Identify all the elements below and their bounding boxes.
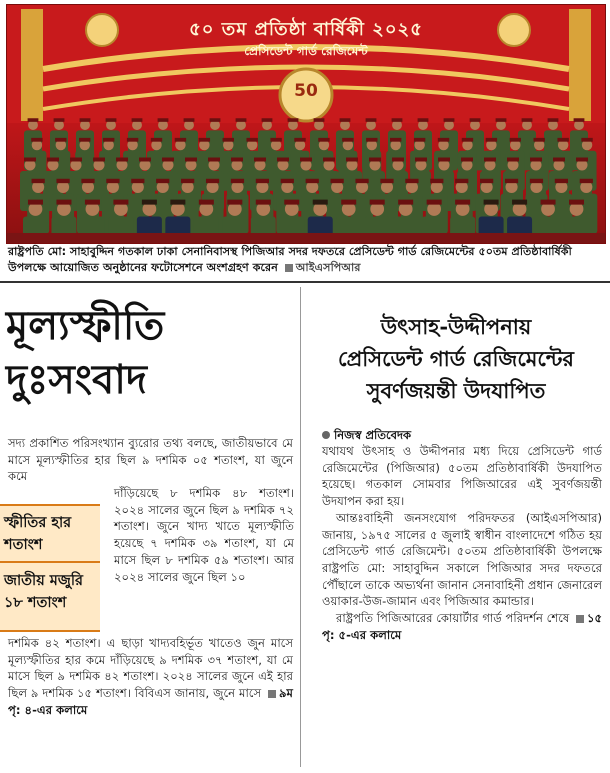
banner-subtitle: প্রেসিডেন্ট গার্ড রেজিমেন্ট [244, 44, 368, 58]
pgr-continue-link[interactable]: ১৫ পৃ: ৫-এর কলামে [322, 611, 602, 642]
banner-title: ৫০ তম প্রতিষ্ঠা বার্ষিকী ২০২৫ [189, 19, 423, 40]
pgr-body [322, 443, 602, 643]
jump-square-icon [268, 690, 276, 698]
continuation-text: দশমিক ৪২ শতাংশ। এ ছাড়া খাদ্যবহির্ভূত খাতেও জুন মাসে মূল্যস্ফীতির হার কমে দাঁড়িয়েছে ৯ দশমিক ৩৭ শতাংশ, যা মে মাসে ছিল ৯ দশমিক ৪২ শতাংশ। ২০২৪ সালের জুনে এই হার ছিল ৯ দশমিক ১৫ শতাংশ। বিবিএস জানায়, জুনে মাসে [8, 636, 293, 701]
pull-quote-divider [0, 561, 100, 563]
inflation-headline [6, 299, 164, 407]
pull-quote-1: স্ফীতির হার শতাংশ [4, 515, 72, 553]
pgr-paragraph-2: আন্তঃবাহিনী জনসংযোগ পরিদফতর (আইএসপিআর) জানায়, ১৯৭৫ সালের ৫ জুলাই স্বাধীন বাংলাদেশে গঠিত হয় প্রেসিডেন্ট গার্ড রেজিমেন্ট। ৫০তম প্রতিষ্ঠাবার্ষিকী উপলক্ষে রাষ্ট্রপতি মো: সাহাবুদ্দিন সকালে পিজিআর সদর দফতরে পৌঁছালে তাকে অভ্যর্থনা জানান সেনাবাহিনী প্রধান জেনারেল ওয়াকার-উজ-জামান এবং পিজিআর কমান্ডার। [322, 510, 602, 609]
continue-link[interactable]: ৯ম পৃ: ৪-এর কলামে [8, 686, 293, 717]
pgr-paragraph-3-text: রাষ্ট্রপতি পিজিআরের কোয়ার্টার গার্ড পরিদর্শন শেষে [336, 611, 570, 626]
article-intro: সদ্য প্রকাশিত পরিসংখ্যান ব্যুরোর তথ্য বলছে, জাতীয়ভাবে মে মাসে মূল্যস্ফীতির হার ছিল ৯ দশমিক ০৫ শতাংশ, যা জুনে কমে [8, 436, 293, 484]
pgr-headline-line-1: উৎসাহ-উদ্দীপনায় [380, 314, 532, 339]
byline-text: নিজস্ব প্রতিবেদক [334, 428, 412, 442]
stage-carpet [7, 233, 605, 243]
source-square-icon [285, 264, 293, 272]
pgr-headline-line-3: সুবর্ণজয়ন্তী উদযাপিত [366, 378, 546, 403]
pgr-paragraph-3 [322, 610, 602, 643]
group-photo [6, 4, 606, 244]
pull-quote-2: জাতীয় মজুরি ১৮ শতাংশ [4, 573, 83, 611]
pgr-paragraph-1: যথাযথ উৎসাহ ও উদ্দীপনার মধ্য দিয়ে প্রেসিডেন্ট গার্ড রেজিমেন্টের (পিজিআর) ৫০তম প্রতিষ্ঠাবার্ষিকী উদযাপিত হয়েছে। গতকাল সোমবার পিজিআরের এই সুবর্ণজয়ন্তী উদযাপন করা হয়। [322, 444, 602, 509]
headline-line-1: মূল্যস্ফীতি [6, 302, 165, 349]
soldiers-group [7, 5, 605, 243]
pgr-article [306, 283, 606, 773]
anniversary-logo: 50 [294, 81, 318, 101]
jump-square-icon-2 [576, 615, 584, 623]
caption-text: রাষ্ট্রপতি মো: সাহাবুদ্দিন গতকাল ঢাকা সেনানিবাসস্থ পিজিআর সদর দফতরে প্রেসিডেন্ট গার্ড রেজিমেন্টের ৫০তম প্রতিষ্ঠাবার্ষিকী উপলক্ষে আয়োজিত অনুষ্ঠানের ফটোসেশনে অংশগ্রহণ করেন [8, 245, 572, 274]
pgr-headline-line-2: প্রেসিডেন্ট গার্ড রেজিমেন্টের [338, 346, 574, 371]
pull-quote-box [0, 504, 100, 632]
byline-dot-icon [322, 431, 330, 439]
headline-line-2: দুঃসংবাদ [6, 356, 147, 403]
inflation-article [0, 283, 296, 773]
article-continuation [8, 635, 293, 719]
caption-source: আইএসপিআর [295, 261, 361, 274]
pgr-headline [306, 311, 606, 407]
article-beside-pull: দাঁড়িয়েছে ৮ দশমিক ৪৮ শতাংশ। ২০২৪ সালের জুনে ছিল ৯ দশমিক ৭২ শতাংশ। জুনে খাদ্য খাতে মূল্যস্ফীতি হয়েছে ৭ দশমিক ৩৯ শতাংশ, যা মে মাসে ছিল ৮ দশমিক ৫৯ শতাংশ। আর ২০২৪ সালের জুনে ছিল ১০ [114, 486, 294, 584]
column-divider [300, 287, 301, 767]
photo-caption [8, 244, 602, 276]
